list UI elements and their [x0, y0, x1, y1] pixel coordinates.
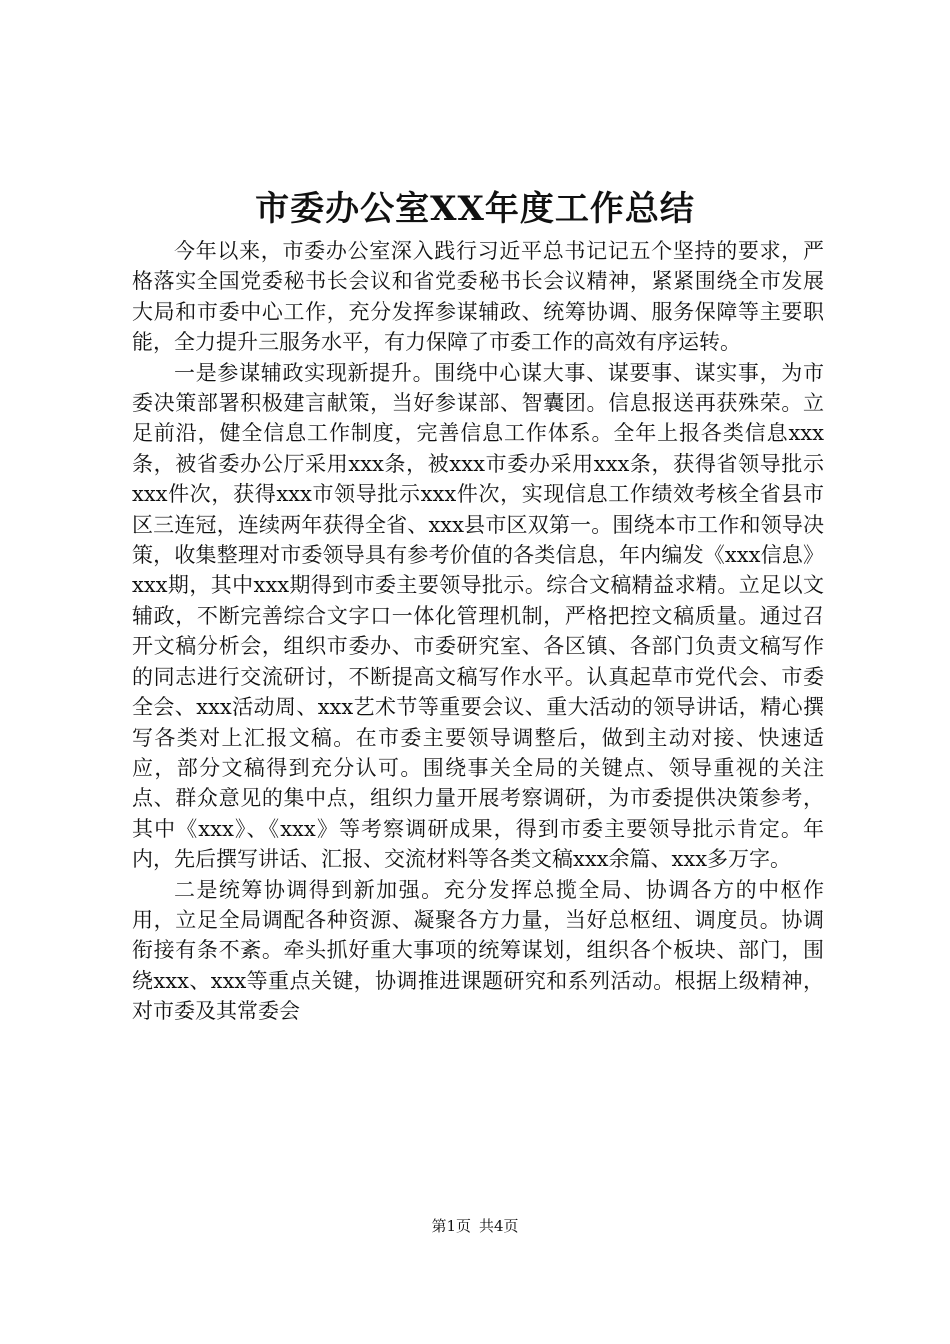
page-footer — [0, 1216, 950, 1236]
document-title: 市委办公室XX年度工作总结 — [255, 189, 695, 229]
page-number: 第1页 — [431, 1217, 471, 1235]
document-body — [132, 236, 824, 1027]
page-total: 共4页 — [479, 1217, 519, 1235]
paragraph-intro: 今年以来，市委办公室深入践行习近平总书记记五个坚持的要求，严格落实全国党委秘书长会议和省党委秘书长会议精神，紧紧围绕全市发展大局和市委中心工作，充分发挥参谋辅政、统筹协调、服务保障等主要职能，全力提升三服务水平，有力保障了市委工作的高效有序运转。 — [132, 239, 824, 355]
paragraph-section-two: 二是统筹协调得到新加强。充分发挥总揽全局、协调各方的中枢作用，立足全局调配各种资源、凝聚各方力量，当好总枢纽、调度员。协调衔接有条不紊。牵头抓好重大事项的统筹谋划，组织各个板块、部门，围绕xxx、xxx等重点关键，协调推进课题研究和系列活动。根据上级精神，对市委及其常委会 — [132, 877, 824, 1024]
paragraph-section-one: 一是参谋辅政实现新提升。围绕中心谋大事、谋要事、谋实事，为市委决策部署积极建言献策，当好参谋部、智囊团。信息报送再获殊荣。立足前沿，健全信息工作制度，完善信息工作体系。全年上报各类信息xxx条，被省委办公厅采用xxx条，被xxx市委办采用xxx条，获得省领导批示xxx件次，获得xxx市领导批示xxx件次，实现信息工作绩效考核全省县市区三连冠，连续两年获得全省、xxx县市区双第一。围绕本市工作和领导决策，收集整理对市委领导具有参考价值的各类信息，年内编发《xxx信息》xxx期，其中xxx期得到市委主要领导批示。综合文稿精益求精。立足以文辅政，不断完善综合文字口一体化管理机制，严格把控文稿质量。通过召开文稿分析会，组织市委办、市委研究室、各区镇、各部门负责文稿写作的同志进行交流研讨，不断提高文稿写作水平。认真起草市党代会、市委全会、xxx活动周、xxx艺术节等重要会议、重大活动的领导讲话，精心撰写各类对上汇报文稿。在市委主要领导调整后，做到主动对接、快速适应，部分文稿得到充分认可。围绕事关全局的关键点、领导重视的关注点、群众意见的集中点，组织力量开展考察调研，为市委提供决策参考，其中《xxx》、《xxx》等考察调研成果，得到市委主要领导批示肯定。年内，先后撰写讲话、汇报、交流材料等各类文稿xxx余篇、xxx多万字。 — [132, 360, 824, 872]
